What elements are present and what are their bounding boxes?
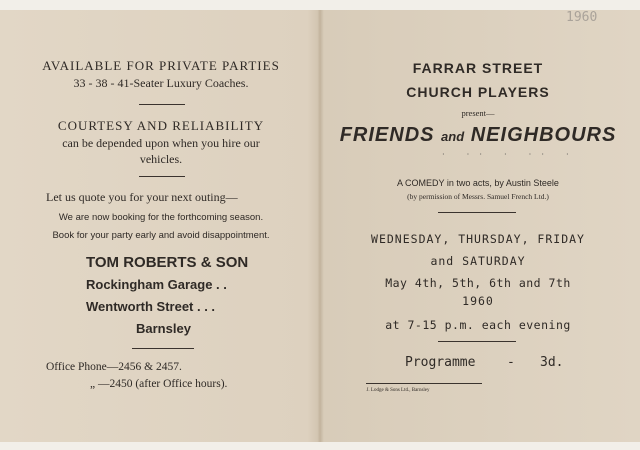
ornament-dots-icon: · ·· · ·· · — [442, 150, 579, 159]
divider — [438, 212, 516, 213]
right-panel-programme — [322, 10, 634, 440]
performance-days: WEDNESDAY, THURSDAY, FRIDAY — [371, 232, 585, 246]
programme-dash: - — [507, 355, 515, 370]
office-phone: Office Phone—2456 & 2457. — [46, 361, 182, 373]
after-hours-phone: „ —2450 (after Office hours). — [90, 378, 228, 390]
address-line-3: Barnsley — [136, 321, 191, 336]
private-parties-heading: AVAILABLE FOR PRIVATE PARTIES — [42, 58, 280, 73]
programme-label: Programme — [405, 355, 476, 370]
performance-saturday: and SATURDAY — [430, 254, 526, 268]
divider — [438, 341, 516, 342]
programme-price: 3d. — [540, 355, 564, 370]
performance-time: at 7-15 p.m. each evening — [385, 318, 571, 332]
depend-text: can be depended upon when you hire our — [62, 136, 260, 150]
quote-text: Let us quote you for your next outing— — [46, 190, 238, 204]
address-line-1: Rockingham Garage . . — [86, 277, 227, 292]
handwritten-year: 1960 — [566, 10, 598, 25]
paper-edge-top — [0, 0, 640, 10]
performance-dates: May 4th, 5th, 6th and 7th — [385, 276, 571, 290]
title-word-and: and — [441, 129, 465, 144]
divider — [139, 176, 185, 177]
comedy-credit: A COMEDY in two acts, by Austin Steele — [397, 178, 559, 188]
divider — [139, 104, 185, 105]
church-name-line-1: FARRAR STREET — [412, 60, 544, 76]
vehicles-text: vehicles. — [139, 152, 183, 166]
church-name-line-2: CHURCH PLAYERS — [406, 84, 550, 100]
play-title — [322, 124, 634, 147]
booking-text-2: Book for your party early and avoid disappointment. — [52, 230, 270, 241]
paper-edge-bottom — [0, 442, 640, 450]
divider — [132, 348, 194, 349]
present-text: present— — [461, 108, 495, 118]
title-word-friends: FRIENDS — [339, 124, 435, 146]
left-panel-advert — [6, 10, 316, 440]
divider — [366, 383, 482, 384]
performance-year: 1960 — [462, 294, 494, 308]
company-name: TOM ROBERTS & SON — [86, 254, 249, 271]
booking-text-1: We are now booking for the forthcoming season. — [58, 212, 264, 223]
permission-credit: (by permission of Messrs. Samuel French Ltd.) — [407, 192, 549, 201]
courtesy-heading: COURTESY AND RELIABILITY — [57, 118, 265, 133]
title-word-neighbours: NEIGHBOURS — [470, 124, 617, 146]
address-line-2: Wentworth Street . . . — [86, 299, 216, 314]
coach-sizes: 33 - 38 - 41-Seater Luxury Coaches. — [73, 76, 249, 90]
printer-credit: J. Lodge & Sons Ltd., Barnsley — [366, 388, 430, 393]
